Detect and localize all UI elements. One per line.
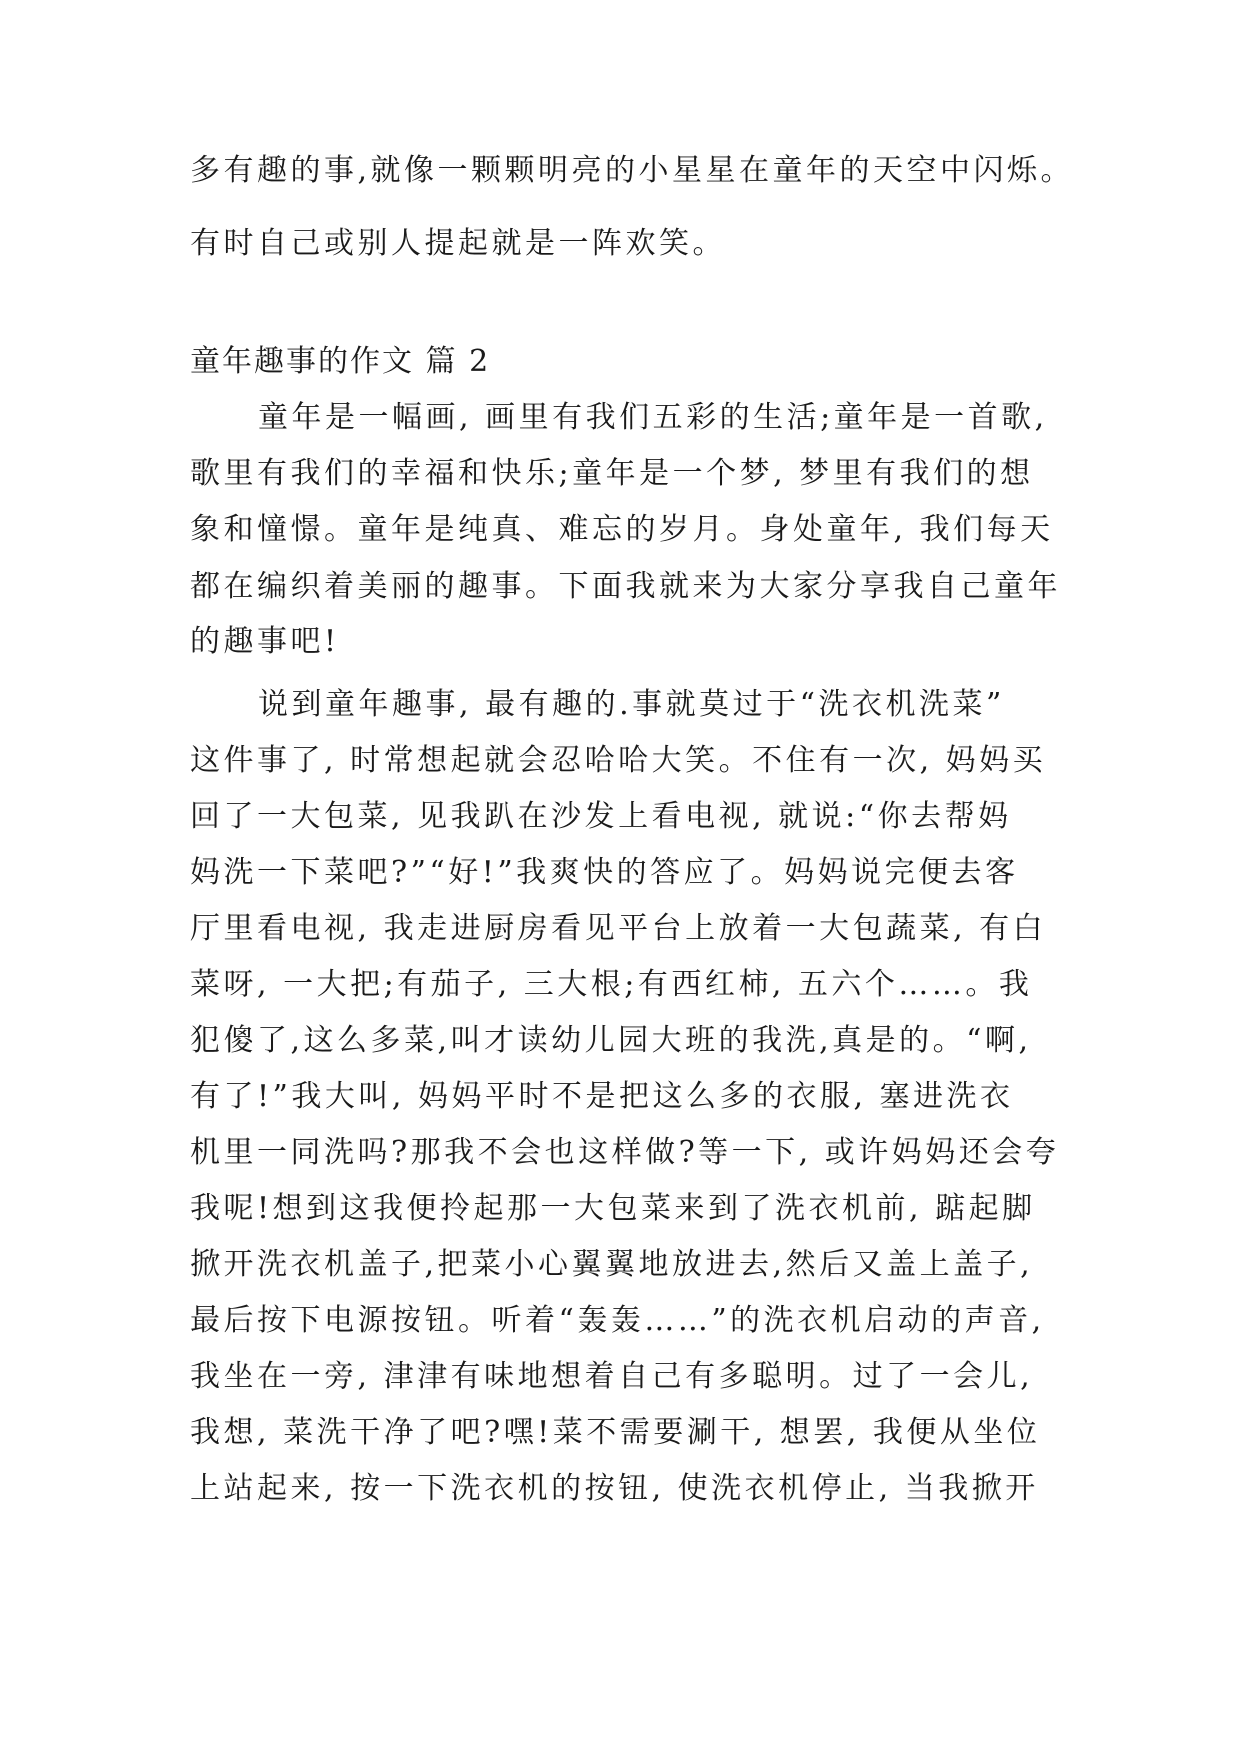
- text-line: 菜呀, 一大把;有茄子, 三大根;有西红柿, 五六个……。我: [190, 967, 1033, 1002]
- text-line: 我坐在一旁, 津津有味地想着自己有多聪明。过了一会儿,: [190, 1359, 1034, 1394]
- text-line: 最后按下电源按钮。听着“轰轰……”的洗衣机启动的声音,: [190, 1303, 1045, 1338]
- text-line: 这件事了, 时常想起就会忍哈哈大笑。不住有一次, 妈妈买: [190, 743, 1047, 778]
- text-line: 我呢!想到这我便拎起那一大包菜来到了洗衣机前, 踮起脚: [190, 1191, 1036, 1226]
- text-line: 我想, 菜洗干净了吧?嘿!菜不需要涮干, 想罢, 我便从坐位: [190, 1415, 1041, 1450]
- text-line: 掀开洗衣机盖子,把菜小心翼翼地放进去,然后又盖上盖子,: [190, 1247, 1034, 1282]
- text-line: 歌里有我们的幸福和快乐;童年是一个梦, 梦里有我们的想: [190, 456, 1034, 491]
- text-line: 的趣事吧!: [190, 624, 340, 659]
- text-line: 有时自己或别人提起就是一阵欢笑。: [190, 226, 726, 261]
- text-line: 都在编织着美丽的趣事。下面我就来为大家分享我自己童年: [190, 569, 1061, 604]
- text-line: 有了!”我大叫, 妈妈平时不是把这么多的衣服, 塞进洗衣: [190, 1079, 1014, 1114]
- paragraph-first-line: 童年是一幅画, 画里有我们五彩的生活;童年是一首歌,: [258, 400, 1048, 435]
- text-line: 象和憧憬。童年是纯真、难忘的岁月。身处童年, 我们每天: [190, 512, 1054, 547]
- text-line: 机里一同洗吗?那我不会也这样做?等一下, 或许妈妈还会夸: [190, 1135, 1060, 1170]
- text-line: 回了一大包菜, 见我趴在沙发上看电视, 就说:“你去帮妈: [190, 799, 1012, 834]
- text-line: 多有趣的事,就像一颗颗明亮的小星星在童年的天空中闪烁。: [190, 153, 1075, 188]
- text-line: 妈洗一下菜吧?”“好!”我爽快的答应了。妈妈说完便去客: [190, 855, 1019, 890]
- paragraph-first-line: 说到童年趣事, 最有趣的.事就莫过于“洗衣机洗菜”: [258, 687, 1005, 722]
- section-heading: 童年趣事的作文 篇 2: [190, 344, 491, 379]
- text-line: 厅里看电视, 我走进厨房看见平台上放着一大包蔬菜, 有白: [190, 911, 1047, 946]
- text-line: 犯傻了,这么多菜,叫才读幼儿园大班的我洗,真是的。“啊,: [190, 1023, 1032, 1058]
- text-line: 上站起来, 按一下洗衣机的按钮, 使洗衣机停止, 当我掀开: [190, 1471, 1039, 1506]
